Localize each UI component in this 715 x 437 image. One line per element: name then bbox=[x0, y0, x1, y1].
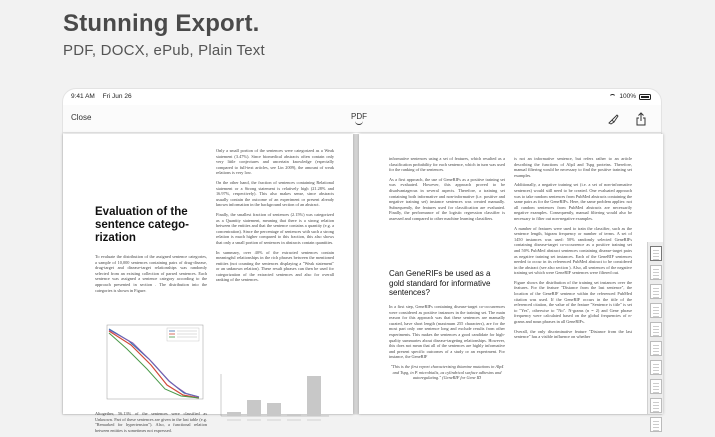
paragraph: A number of features were used to train the classifier, such as the sentence length, bigram frequency or number of terms. A set of 1450 instances was used: 50% randomly selected GeneRIFs containing disease-target co-occurrence as a positive training set and 50% PubMed abstract sentences containing disease-target pairs as negative training set instances. Each of the GeneRIF sentences needed to occur in its referenced PubMed abstract to be considered in the abstract (see also section ). Also, all sentences of the negative training set which were GeneRIF sentences were filtered out. bbox=[514, 225, 632, 276]
paragraph: On the other hand, the fraction of sentences containing Relational statement or a Strong statement is relatively high (21.28% and 16.97%, respectively). This also makes sense, since abstracts usually contain the outcome of an experiment or present already known information in the background section of an abstract. bbox=[216, 179, 334, 208]
status-bar bbox=[63, 89, 661, 105]
page-thumbnail[interactable] bbox=[650, 303, 662, 318]
export-toolbar bbox=[63, 105, 661, 133]
line-chart-figure bbox=[99, 319, 209, 409]
page-thumbnail[interactable] bbox=[650, 284, 662, 299]
pdf-page-left bbox=[63, 134, 353, 433]
paintbrush-icon[interactable] bbox=[607, 113, 619, 125]
subsection-heading: Can GeneRIFs be used as a gold standard for informative sentences? bbox=[389, 269, 491, 297]
paragraph: Overall, the only discriminative feature "Distance from the last sentence" has a visible influence on whether bbox=[514, 328, 632, 340]
paragraph: Figure shows the distribution of the training set instances over the features. For the feature "Distance from the last sentence", the location of the GeneRIF sentence within the referenced PubMed citation was used. If the GeneRIF occurs in the title of the referenced citation, the value of the feature "Sentence is title" is set to "Yes", otherwise to "No". N-grams (n = 2) and Gene phrase frequency were calculated based on the global frequencies of n-grams and noun phrases in all GeneRIFs. bbox=[514, 279, 632, 325]
right-page-column-2 bbox=[514, 156, 632, 344]
paragraph: To evaluate the distribution of the assigned sentence categories, a sample of 10,000 sentences containing pairs of drug-disease, drug-target and disease-target relationships was randomly selected from an existing collection of parsed sentences. Each sentence was assigned a sentence category according to the approach presented in section . The distribution into the categories is shown in Figure. bbox=[95, 254, 207, 293]
page-thumbnail[interactable] bbox=[650, 379, 662, 394]
page-thumbnail[interactable] bbox=[650, 398, 662, 413]
page-thumbnail[interactable] bbox=[650, 341, 662, 356]
left-page-column-1 bbox=[95, 254, 207, 297]
section-heading: Evaluation of the sentence catego-rization bbox=[95, 206, 189, 244]
paragraph: informative sentences using a set of features, which resulted as a classification probability for each sentence, which in turn was used for the ranking of the sentences. bbox=[389, 156, 505, 173]
status-date: Fri Jun 26 bbox=[102, 93, 132, 100]
bar-chart-figure bbox=[215, 372, 333, 424]
paragraph: As a first approach, the use of GeneRIFs as a positive training set was evaluated. However, this approach proved to be disadvantageous in several aspects. Therefore, a training set containing both informative and non-informative (i.e. positive and negative training set) instance sentences was created manually. Subsequently, the features used for classification are evaluated. Finally, the performance of the logistic regression classifier is assessed and compared to other machine learning classifiers. bbox=[389, 176, 505, 221]
paragraph: Altogether, 56.13% of the sentences were classified as Unknown. Part of these sentences are given in the last table (e.g. "Remarked for hypertension"). Also, a functional relation between entities is sometimes not expressed. bbox=[95, 411, 207, 433]
ipad-device-frame bbox=[62, 88, 662, 433]
page-thumbnail[interactable] bbox=[650, 360, 662, 375]
marketing-subline: PDF, DOCX, ePub, Plain Text bbox=[63, 42, 265, 59]
page-thumbnail[interactable] bbox=[650, 417, 662, 432]
paragraph: In a first step, GeneRIFs containing disease-target co-occurrences were considered as positive instances in the training set. The main reason for this approach was that these sentences are manually curated, have short length (maximum 255 characters), are for the most part only one sentence long and exclude results from other experiments. This makes the sentences a good candidate for high-quality summaries about disease-targeting relationships. However, this does not mean that all of the sentences are highly informative and present specific outcomes of a study or an experiment. For instance, the GeneRIF bbox=[389, 304, 505, 360]
page-thumbnail[interactable] bbox=[650, 265, 662, 280]
wifi-icon bbox=[609, 94, 616, 99]
paragraph: In summary, over 40% of the extracted sentences contain meaningful relationships in the rich phrases between the mentioned entities (not counting the sentences displaying a "Weak statement" or an unknown relation). These result phrases can then be used for categorization of the extracted sentences and also for overall ranking of the sentences. bbox=[216, 249, 334, 283]
left-page-column-1-bottom bbox=[95, 411, 207, 437]
paragraph: Only a small portion of the sentences were categorized as a Weak statement (3.47%). Since biomedical abstracts often contain only very little conjectures and uncertain knowledge (especially compared to full-text articles, see Lin 2009), the amount of weak relations is very low. bbox=[216, 148, 334, 176]
page-thumbnail[interactable] bbox=[650, 246, 662, 261]
close-button[interactable]: Close bbox=[71, 113, 92, 122]
right-page-column-1 bbox=[389, 156, 505, 226]
marketing-headline: Stunning Export. bbox=[63, 10, 260, 37]
paragraph: is not an informative sentence, but refers rather to an article describing the functions of Alp4 and Tspg proteins. Therefore, manual filtering would be necessary to find the positive training set examples. bbox=[514, 156, 632, 178]
pdf-page-right bbox=[359, 134, 663, 414]
paragraph: Additionally, a negative training set (i.e. a set of non-informative sentences) would still need to be created. One evaluated approach was to take random sentences from PubMed abstracts containing the same pairs as for the GeneRIFs. Here, the same problem applies: not all random sentences from PubMed abstracts are necessarily negative examples. Consequently, manual filtering would also be necessary to filter out non-negative examples. bbox=[514, 182, 633, 221]
page-thumbnail[interactable] bbox=[650, 322, 662, 337]
page-thumbnail-strip[interactable] bbox=[647, 242, 663, 414]
status-time: 9:41 AM bbox=[71, 93, 95, 100]
export-format-selector[interactable]: PDF bbox=[351, 112, 367, 121]
battery-icon bbox=[639, 94, 651, 100]
quote: "This is the first report characterizing thiamine mutations in Alp4 and Tspg, in P. microbialis, as cylindrical surface adhesins and autoregulating." (GeneRIF for Gene ID bbox=[390, 363, 504, 381]
battery-percent: 100% bbox=[619, 93, 636, 100]
right-page-column-1-bottom bbox=[389, 304, 505, 385]
pdf-preview-viewer[interactable] bbox=[63, 134, 661, 433]
share-icon[interactable] bbox=[635, 112, 647, 126]
left-page-column-2 bbox=[216, 148, 334, 287]
paragraph: Finally, the smallest fraction of sentences (2.15%) was categorized as a Quantity statement, meaning that there is a strong relation between the entities and that the sentence contains a quantity (e.g. a concentration). Since the percentage of sentences with such a strong relation is much higher compared to this fraction, this also shows that only a small portion of sentences in abstracts contain quantities. bbox=[216, 211, 334, 245]
